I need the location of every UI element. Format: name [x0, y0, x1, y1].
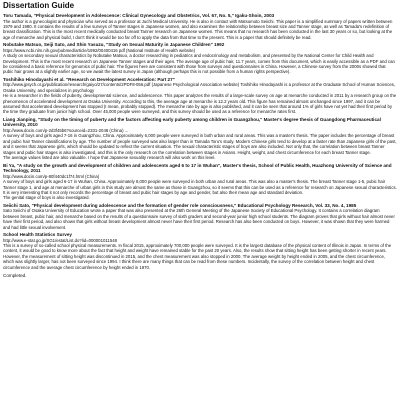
- page-title: Dissertation Guide: [3, 1, 75, 10]
- entry-url[interactable]: https://www.ncbi.nlm.nih.gov/pubmed/article/1992/00400416 pdf (National Institute of Health website): [3, 47, 196, 53]
- entry-summary: Sato Seiichi of Osaka University of Education wrote a paper that was also presented at the 26th General Meeting of the Japanese Society of Educational Psychology. It contains a correlation diagram between breast, pubic hair, and menarche based on the results of a questionnaire survey of sixth graders and second-year junior high school students. The diagram proves that girls without hair almost never have their first period, and also shows that girls without breast development almost never have their first period. Research has also been conducted on boys. However, it was shown that they were harmed and had little sexual involvement.: [3, 208, 395, 230]
- entry-url[interactable]: http://www.jpsych.or.jp/publication/research/gaiyo/27/contents/2PDF8-056.pdf (Japanese Psychological Association website) Toshihiko Hinodayashi is a professor at the Graduate School of Human Sciences, Osaka University, and specializes in psychology: [3, 82, 396, 93]
- entry-heading: Toshihiko Hinodayashi et al. "Research on Development Acceleration: Part 27": [3, 76, 175, 82]
- entry-summary: The author is a gynecologist and physician who served as a professor at Juchi Medical University. He is also in contact with Matsumoto Seiichi. This paper is a simplified summary of papers written between 1979 and 1980. It contains the results of a few surveys of Tanner stages in Japanese women, and also examines the relationship between breast size and Tanner stage, as well as Tamada's redefinition of breast classification. This is the most recent medically conducted breast Tanner research on Japanese women. This means that no research has been conducted in the last 30 years or so, but looking at the age of menarche and physical build, I don't think it would be too far off to apply the data from that time to the present. This is a paper that should definitely be read.: [3, 18, 393, 40]
- reference-entry: [3, 203, 397, 230]
- entry-heading: Liang Jianping, "Study on the timing of puberty and the factors affecting early puberty among children in Guangzhou," Master's degree thesis of Guangdong Pharmaceutical University, 2010: [3, 116, 381, 128]
- entry-summary: This is a survey of so-called school physical measurements. In fiscal 2015, approximately 700,000 people were surveyed. It is the largest database of the physical content of Illinois in Japan. In terms of the content, it would be good to know more about the fact that height and weight have remained stable for the past 20 years. Also, the results show that sitting height has been getting shorter in recent years. However, the measurement of sitting height was discontinued in 2015, and the chest measurement was also stopped in 2000. The average weight by height ended in 2005, and the chest circumference, which was slightly larger, has not been surveyed since 1994. I think there are many things that can be read from these numbers. Incidentally, the survey of the correlation between height and chest circumference and the average chest circumference by height ended in 1970.: [3, 242, 392, 270]
- entry-summary: A study on secondary sexual characteristics by Nobutake Matsuo, a doctor researching in pediatrics and endocrinology and metabolism, and presented by the National Center for Child Health and Development. This is the most recent research on Japanese Tanner stages and their ages. The average age of pubic hair, 11.7 years, comes from this document, which is easily accessible as a PDF and can be considered a basic reference for genomics of pubic hair. The figures here are consistent with those from surveys and questionnaires in China. However, a Chinese survey from the 2000s showed that pubic hair grows at a slightly earlier age, so we await the latest survey in Japan (although perhaps this is not possible from a human rights perspective).: [3, 53, 395, 75]
- entry-summary: A survey of boys and girls aged 6-17 in Wuhan, China. Approximately 8,000 people were surveyed in both urban and rural areas. This was also a master's thesis. The breast Tanner stage 1-5, pubic hair Tanner stage 1, and age at menarche of urban girls in this study are almost the same as those in Guangzhou, so it seems that this can be used as a reference for research on Japanese sexual characteristics. It is very interesting that it not only records the percentage of breast and pubic hair stages by age and gender, but also their mean age and standard deviation. The genital stage of boys is also investigated.: [3, 179, 397, 201]
- reference-entry: [3, 42, 397, 75]
- entry-url[interactable]: http://www.e-stat.go.jp/SG1/estat/List.do?lid=000001011548: [3, 237, 117, 243]
- reference-entry: [3, 163, 397, 201]
- entry-heading: Bi Ya, "A study on the growth and development of children and adolescents aged 6 to 17 in Wuhan", Master's thesis, School of Public Health, Huazhong University of Science and Technology, 2011: [3, 162, 392, 174]
- entry-summary: A survey of boys and girls aged 7-16 in Guangzhou, China. Approximately 6,000 people were surveyed in both urban and rural areas. This was a master's thesis. The paper includes the percentage of breast and pubic hair Tanner classifications by age. The number of people surveyed was also larger than in Tamada Toru's study. Modern Chinese girls tend to develop at a faster rate than Japanese girls of the past, and it seems that Japanese girls, which should be updated to reflect the current situation. The sexual characteristic stages of boys are also included. Not only that, the correlation between breast Tanner stages and pubic hair stages is also investigated, and this is the only research on the correlation between stages in Asians. Height, weight, and chest circumference for each breast Tanner stage. The average values listed are also valuable. I hope that Japanese sexuality research will also work on this level.: [3, 133, 397, 161]
- entry-url[interactable]: http://www.docin.com/p-80f440dc1f74.html (China): [3, 173, 100, 179]
- closing-note: Completed.: [3, 272, 27, 278]
- entry-url[interactable]: http://www.docin.com/p-2d3f45b6?sourceid=2331-2048 (China) ...: [3, 128, 129, 134]
- entry-heading: Seiichi Sato, "Physical development during adolescence and the formation of gender role consciousness," Educational Psychology Research, Vol. 33, No. 4, 1985: [3, 202, 357, 208]
- reference-entry: [3, 232, 397, 270]
- entry-summary: He is a researcher in the fields of puberty, developmental science, and adolescence. This paper analyzes the results of a large-scale survey on age at menarche conducted in 2011 by a research group on the phenomenon of accelerated development at Osaka University. According to this, the average age at menarche is 12.2 years old. This figure has remained almost unchanged since 1997, and it can be assumed that accelerated development has stopped (I mean, probably stopped). The menarche rate by age is also published, and it can be seen that around 1% of girls have not yet had their first period by the time they graduate from junior high school. Over 45,000 people were surveyed, and this survey should be used as a reference for menarche rates first.: [3, 93, 397, 115]
- reference-entry: [3, 77, 397, 115]
- entry-heading: Toru Tamada, "Physical Development in Adolescence: Clinical Gynecology and Obstetrics, Vol. 67, No. 5," Igaku-Shoin, 2003: [3, 13, 275, 18]
- entry-heading: Nobutake Matsuo, Seiji Sato, and Shin Yasuzu, "Study on Sexual Maturity in Japanese Children" 1992: [3, 42, 225, 48]
- reference-entry: [3, 117, 397, 161]
- entry-heading: School Health Statistics Survey: [3, 231, 72, 237]
- reference-entry: [3, 13, 397, 40]
